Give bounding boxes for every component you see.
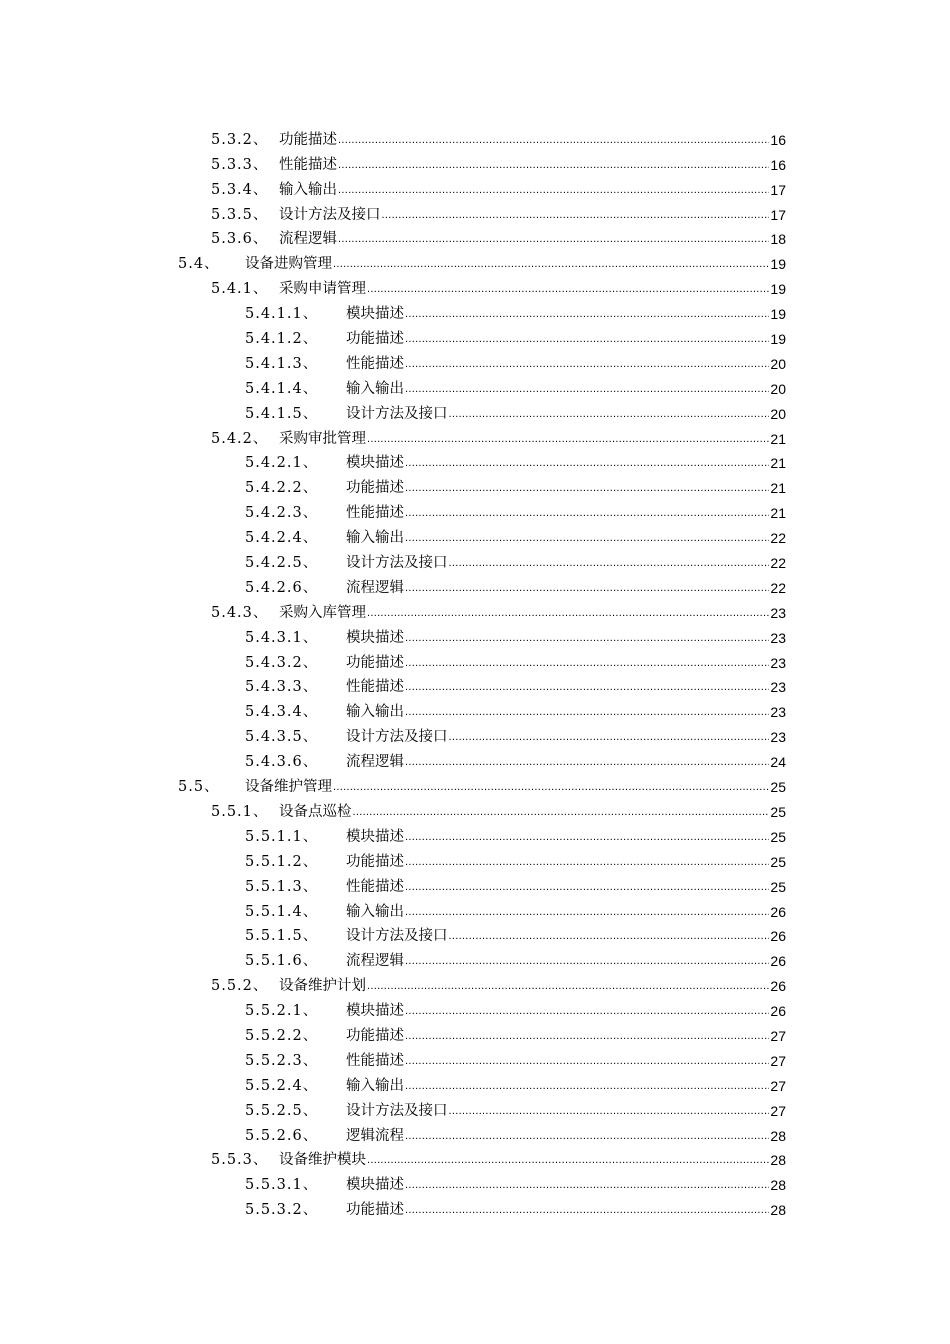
toc-entry-title: 流程逻辑 <box>346 754 404 771</box>
toc-entry-page-number: 19 <box>770 306 786 323</box>
toc-entry[interactable] <box>211 1145 786 1170</box>
toc-dot-leader <box>405 680 769 694</box>
toc-entry[interactable] <box>245 672 786 697</box>
toc-entry-page-number: 25 <box>770 779 786 796</box>
toc-dot-leader <box>367 606 769 620</box>
toc-entry-page-number: 19 <box>770 281 786 298</box>
toc-dot-leader <box>338 183 769 197</box>
toc-entry-number: 5.3.3、 <box>211 156 269 173</box>
toc-entry[interactable] <box>245 622 786 647</box>
toc-entry[interactable] <box>245 298 786 323</box>
toc-entry-page-number: 27 <box>770 1077 786 1094</box>
toc-entry-title: 设计方法及接口 <box>346 1102 448 1119</box>
toc-entry-page-number: 19 <box>770 331 786 348</box>
toc-entry[interactable] <box>245 1095 786 1120</box>
toc-entry-page-number: 23 <box>770 704 786 721</box>
toc-entry[interactable] <box>245 995 786 1020</box>
toc-entry[interactable] <box>178 248 786 273</box>
toc-dot-leader <box>405 830 769 844</box>
toc-entry-number: 5.4.2.6、 <box>245 579 319 596</box>
toc-dot-leader <box>405 1054 769 1068</box>
toc-entry[interactable] <box>245 746 786 771</box>
toc-entry-title: 模块描述 <box>346 629 404 646</box>
toc-dot-leader <box>405 357 769 371</box>
toc-entry-number: 5.5.1.2、 <box>245 853 319 870</box>
toc-entry-page-number: 26 <box>770 978 786 995</box>
toc-entry-number: 5.4.3.5、 <box>245 729 319 746</box>
toc-entry-page-number: 25 <box>770 853 786 870</box>
toc-entry-number: 5.4.3.6、 <box>245 754 319 771</box>
toc-entry-page-number: 26 <box>770 928 786 945</box>
toc-entry-page-number: 21 <box>770 480 786 497</box>
toc-entry-title: 流程逻辑 <box>346 579 404 596</box>
toc-entry-title: 性能描述 <box>346 1052 404 1069</box>
toc-entry-page-number: 17 <box>770 181 786 198</box>
toc-entry[interactable] <box>211 796 786 821</box>
toc-entry[interactable] <box>211 149 786 174</box>
toc-entry-number: 5.4、 <box>178 256 220 273</box>
toc-entry-number: 5.5.3.1、 <box>245 1177 319 1194</box>
toc-entry-title: 输入输出 <box>346 1077 404 1094</box>
toc-entry-title: 输入输出 <box>346 530 404 547</box>
toc-entry-number: 5.5.2、 <box>211 978 269 995</box>
toc-entry-page-number: 21 <box>770 505 786 522</box>
toc-entry-page-number: 16 <box>770 131 786 148</box>
toc-dot-leader <box>353 805 770 819</box>
toc-dot-leader <box>367 432 769 446</box>
toc-entry[interactable] <box>211 970 786 995</box>
toc-dot-leader <box>449 556 770 570</box>
toc-entry[interactable] <box>178 771 786 796</box>
toc-entry-title: 设计方法及接口 <box>279 206 381 223</box>
toc-entry-title: 设备进购管理 <box>245 256 332 273</box>
toc-entry[interactable] <box>245 821 786 846</box>
toc-dot-leader <box>405 1203 769 1217</box>
toc-entry[interactable] <box>245 1120 786 1145</box>
toc-entry[interactable] <box>245 1169 786 1194</box>
toc-entry[interactable] <box>211 273 786 298</box>
toc-dot-leader <box>405 755 769 769</box>
toc-entry-title: 设计方法及接口 <box>346 729 448 746</box>
toc-dot-leader <box>405 1029 769 1043</box>
toc-entry[interactable] <box>211 199 786 224</box>
toc-entry-title: 性能描述 <box>279 156 337 173</box>
toc-dot-leader <box>405 456 769 470</box>
toc-entry-number: 5.4.2.4、 <box>245 530 319 547</box>
toc-entry-page-number: 20 <box>770 380 786 397</box>
toc-entry-title: 功能描述 <box>346 853 404 870</box>
toc-entry[interactable] <box>245 896 786 921</box>
toc-entry-number: 5.4.1、 <box>211 281 269 298</box>
toc-entry-page-number: 23 <box>770 679 786 696</box>
toc-dot-leader <box>405 1079 769 1093</box>
toc-entry-number: 5.5.2.3、 <box>245 1052 319 1069</box>
toc-entry-title: 设备维护计划 <box>279 978 366 995</box>
toc-entry[interactable] <box>245 871 786 896</box>
toc-entry-title: 模块描述 <box>346 1003 404 1020</box>
toc-entry[interactable] <box>245 945 786 970</box>
toc-entry[interactable] <box>245 522 786 547</box>
toc-entry-number: 5.4.3.4、 <box>245 704 319 721</box>
toc-dot-leader <box>405 705 769 719</box>
toc-entry[interactable] <box>245 373 786 398</box>
toc-dot-leader <box>333 257 769 271</box>
toc-entry-page-number: 20 <box>770 355 786 372</box>
toc-entry-title: 采购审批管理 <box>279 430 366 447</box>
toc-entry-page-number: 25 <box>770 828 786 845</box>
toc-entry-number: 5.5.2.1、 <box>245 1003 319 1020</box>
table-of-contents <box>0 124 950 1219</box>
toc-entry-number: 5.4.1.1、 <box>245 306 319 323</box>
toc-dot-leader <box>405 631 769 645</box>
toc-entry-page-number: 26 <box>770 953 786 970</box>
toc-entry-title: 功能描述 <box>279 131 337 148</box>
toc-entry-title: 输入输出 <box>279 181 337 198</box>
toc-entry-number: 5.4.1.3、 <box>245 355 319 372</box>
toc-dot-leader <box>405 855 769 869</box>
toc-entry-title: 输入输出 <box>346 704 404 721</box>
toc-dot-leader <box>405 1129 769 1143</box>
toc-entry-page-number: 22 <box>770 530 786 547</box>
toc-entry-number: 5.3.6、 <box>211 231 269 248</box>
toc-entry[interactable] <box>245 472 786 497</box>
toc-dot-leader <box>382 208 770 222</box>
toc-entry-page-number: 26 <box>770 903 786 920</box>
toc-entry-number: 5.4.1.5、 <box>245 405 319 422</box>
toc-dot-leader <box>405 332 769 346</box>
toc-entry-number: 5.4.1.4、 <box>245 380 319 397</box>
toc-entry-title: 流程逻辑 <box>279 231 337 248</box>
toc-entry-page-number: 21 <box>770 430 786 447</box>
toc-entry-title: 功能描述 <box>346 654 404 671</box>
toc-entry-page-number: 28 <box>770 1202 786 1219</box>
toc-entry-page-number: 24 <box>770 754 786 771</box>
toc-entry-title: 设备维护管理 <box>245 779 332 796</box>
toc-entry-title: 设备点巡检 <box>279 803 352 820</box>
toc-entry[interactable] <box>245 497 786 522</box>
toc-entry[interactable] <box>245 1070 786 1095</box>
toc-entry-number: 5.5、 <box>178 779 220 796</box>
toc-entry-title: 模块描述 <box>346 455 404 472</box>
toc-entry[interactable] <box>245 1020 786 1045</box>
toc-entry-number: 5.4.1.2、 <box>245 331 319 348</box>
toc-dot-leader <box>405 481 769 495</box>
toc-entry[interactable] <box>245 921 786 946</box>
toc-dot-leader <box>338 232 769 246</box>
toc-entry-number: 5.4.2.2、 <box>245 480 319 497</box>
toc-entry-number: 5.5.2.6、 <box>245 1127 319 1144</box>
toc-dot-leader <box>405 880 769 894</box>
toc-entry-page-number: 16 <box>770 156 786 173</box>
toc-entry[interactable] <box>245 696 786 721</box>
toc-dot-leader <box>405 581 769 595</box>
toc-dot-leader <box>367 1153 769 1167</box>
toc-dot-leader <box>405 656 769 670</box>
toc-entry-number: 5.5.3、 <box>211 1152 269 1169</box>
toc-entry-page-number: 27 <box>770 1052 786 1069</box>
toc-entry-title: 模块描述 <box>346 1177 404 1194</box>
toc-entry-page-number: 25 <box>770 878 786 895</box>
toc-entry-number: 5.5.2.4、 <box>245 1077 319 1094</box>
toc-entry[interactable] <box>245 721 786 746</box>
toc-entry-page-number: 23 <box>770 604 786 621</box>
toc-dot-leader <box>405 506 769 520</box>
toc-entry-page-number: 22 <box>770 555 786 572</box>
toc-entry[interactable] <box>245 1194 786 1219</box>
toc-entry-title: 性能描述 <box>346 679 404 696</box>
toc-dot-leader <box>338 158 769 172</box>
toc-entry-number: 5.5.2.2、 <box>245 1027 319 1044</box>
toc-entry-title: 流程逻辑 <box>346 953 404 970</box>
toc-dot-leader <box>405 382 769 396</box>
toc-entry-title: 功能描述 <box>346 1027 404 1044</box>
toc-entry-page-number: 22 <box>770 579 786 596</box>
toc-entry-title: 逻辑流程 <box>346 1127 404 1144</box>
toc-entry-title: 性能描述 <box>346 355 404 372</box>
toc-entry[interactable] <box>211 174 786 199</box>
toc-dot-leader <box>338 133 769 147</box>
toc-entry-title: 性能描述 <box>346 878 404 895</box>
toc-entry[interactable] <box>245 398 786 423</box>
toc-entry[interactable] <box>211 597 786 622</box>
toc-dot-leader <box>405 905 769 919</box>
toc-entry-number: 5.5.1.3、 <box>245 878 319 895</box>
toc-entry-page-number: 27 <box>770 1102 786 1119</box>
toc-entry-page-number: 28 <box>770 1152 786 1169</box>
toc-entry-title: 功能描述 <box>346 331 404 348</box>
toc-entry-number: 5.4.3、 <box>211 604 269 621</box>
toc-entry[interactable] <box>211 423 786 448</box>
toc-entry-page-number: 20 <box>770 405 786 422</box>
toc-entry-number: 5.5.1.4、 <box>245 903 319 920</box>
toc-entry-title: 模块描述 <box>346 306 404 323</box>
toc-entry-page-number: 28 <box>770 1177 786 1194</box>
toc-entry-page-number: 18 <box>770 231 786 248</box>
toc-entry[interactable] <box>245 348 786 373</box>
toc-entry[interactable] <box>245 547 786 572</box>
toc-entry-page-number: 28 <box>770 1127 786 1144</box>
toc-entry-title: 设计方法及接口 <box>346 405 448 422</box>
toc-dot-leader <box>333 780 769 794</box>
toc-entry-number: 5.4.3.3、 <box>245 679 319 696</box>
toc-dot-leader <box>449 929 770 943</box>
toc-entry-page-number: 25 <box>770 803 786 820</box>
toc-entry-number: 5.4.2、 <box>211 430 269 447</box>
toc-dot-leader <box>449 1104 770 1118</box>
toc-entry-title: 设备维护模块 <box>279 1152 366 1169</box>
toc-entry-number: 5.3.5、 <box>211 206 269 223</box>
toc-entry-page-number: 21 <box>770 455 786 472</box>
toc-entry[interactable] <box>211 124 786 149</box>
toc-dot-leader <box>405 1178 769 1192</box>
toc-entry-number: 5.5.1.6、 <box>245 953 319 970</box>
toc-entry-title: 功能描述 <box>346 1202 404 1219</box>
toc-entry-number: 5.4.2.5、 <box>245 555 319 572</box>
toc-entry-number: 5.4.3.1、 <box>245 629 319 646</box>
toc-entry-title: 设计方法及接口 <box>346 555 448 572</box>
toc-entry-number: 5.3.2、 <box>211 131 269 148</box>
toc-entry[interactable] <box>245 647 786 672</box>
toc-entry-page-number: 26 <box>770 1003 786 1020</box>
toc-entry-title: 模块描述 <box>346 828 404 845</box>
toc-entry-number: 5.4.2.3、 <box>245 505 319 522</box>
toc-entry-number: 5.5.1.5、 <box>245 928 319 945</box>
toc-dot-leader <box>367 282 769 296</box>
toc-dot-leader <box>449 407 770 421</box>
toc-entry[interactable] <box>211 224 786 249</box>
toc-entry[interactable] <box>245 1045 786 1070</box>
toc-entry[interactable] <box>245 572 786 597</box>
toc-entry-number: 5.5.3.2、 <box>245 1202 319 1219</box>
toc-entry-number: 5.5.1.1、 <box>245 828 319 845</box>
toc-entry-page-number: 23 <box>770 629 786 646</box>
toc-entry-page-number: 17 <box>770 206 786 223</box>
toc-entry-number: 5.4.2.1、 <box>245 455 319 472</box>
toc-entry-title: 采购入库管理 <box>279 604 366 621</box>
toc-entry-number: 5.3.4、 <box>211 181 269 198</box>
toc-entry-page-number: 23 <box>770 729 786 746</box>
toc-dot-leader <box>405 531 769 545</box>
toc-dot-leader <box>405 954 769 968</box>
toc-entry-page-number: 19 <box>770 256 786 273</box>
toc-entry-title: 输入输出 <box>346 380 404 397</box>
toc-entry-page-number: 27 <box>770 1027 786 1044</box>
toc-entry-title: 功能描述 <box>346 480 404 497</box>
toc-entry[interactable] <box>245 323 786 348</box>
toc-entry-number: 5.5.1、 <box>211 803 269 820</box>
toc-dot-leader <box>367 979 769 993</box>
toc-entry[interactable] <box>245 846 786 871</box>
toc-entry-number: 5.5.2.5、 <box>245 1102 319 1119</box>
toc-entry-title: 性能描述 <box>346 505 404 522</box>
toc-entry-page-number: 23 <box>770 654 786 671</box>
toc-entry-title: 采购申请管理 <box>279 281 366 298</box>
toc-entry[interactable] <box>245 448 786 473</box>
toc-dot-leader <box>449 730 770 744</box>
toc-entry-number: 5.4.3.2、 <box>245 654 319 671</box>
toc-dot-leader <box>405 1004 769 1018</box>
toc-entry-title: 设计方法及接口 <box>346 928 448 945</box>
toc-dot-leader <box>405 307 769 321</box>
toc-entry-title: 输入输出 <box>346 903 404 920</box>
